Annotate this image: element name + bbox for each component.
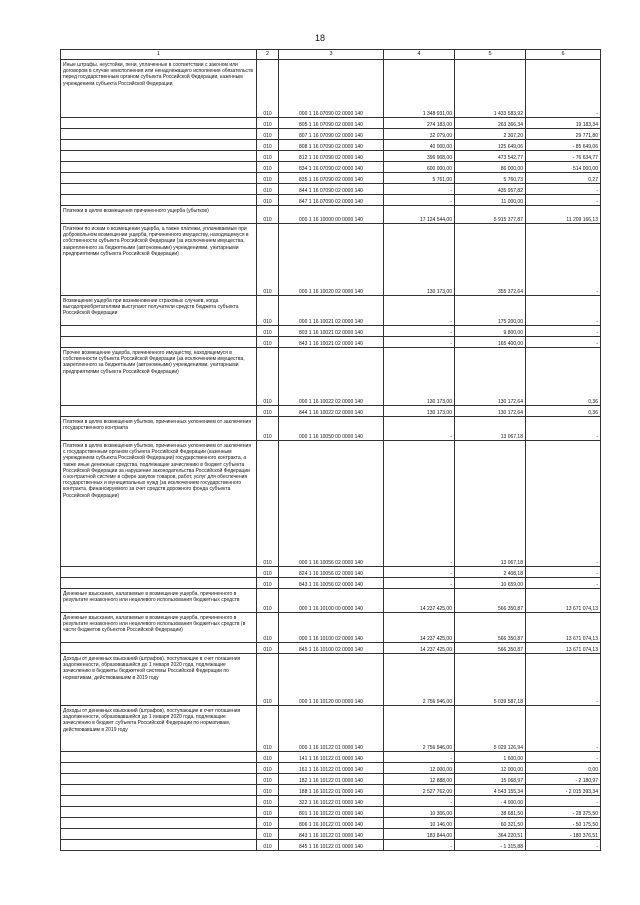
row-executed: 165 400,00: [455, 337, 526, 348]
row-line-code: 010: [257, 807, 279, 818]
row-executed: 175 200,00: [455, 296, 526, 326]
row-approved: 600 000,00: [384, 162, 455, 173]
column-header: 2: [257, 50, 279, 60]
row-line-code: 010: [257, 589, 279, 613]
row-approved: 2 756 946,00: [384, 706, 455, 752]
row-budget-code: 000 1 16 10021 02 0000 140: [279, 296, 384, 326]
row-line-code: 010: [257, 643, 279, 654]
row-name: [61, 752, 257, 763]
row-unexecuted: 13 671 074,13: [526, 613, 601, 643]
row-executed: 566 350,87: [455, 589, 526, 613]
row-unexecuted: -: [526, 337, 601, 348]
row-name: [61, 774, 257, 785]
row-unexecuted: - 85 649,06: [526, 140, 601, 151]
row-budget-code: 843 1 16 10122 01 0000 140: [279, 829, 384, 840]
row-executed: 566 350,87: [455, 613, 526, 643]
row-line-code: 010: [257, 774, 279, 785]
table-row: [61, 296, 601, 326]
row-name: Платежи по искам о возмещении ущерба, а также платежи, уплачиваемые при добровольном возмещении ущерба, причиненного имуществу, находящемуся в собственности субъекта Российской Федерации (за исключением имущества, закрепленного за бюджетными (автономными) учреждениями, унитарными предприятиями субъекта Российской Федерации): [61, 224, 257, 296]
table-row: [61, 151, 601, 162]
row-executed: 1 433 583,92: [455, 60, 526, 118]
row-budget-code: 803 1 16 10021 02 0000 140: [279, 326, 384, 337]
row-unexecuted: 0,36: [526, 348, 601, 406]
table-header-row: [61, 50, 601, 60]
row-line-code: 010: [257, 654, 279, 706]
row-executed: - 4 000,00: [455, 796, 526, 807]
row-line-code: 010: [257, 706, 279, 752]
row-approved: -: [384, 752, 455, 763]
row-name: Возмещение ущерба при возникновении страховых случаев, когда выгодоприобретателями выступают получатели средств бюджета субъекта Российской Федерации: [61, 296, 257, 326]
row-line-code: 010: [257, 406, 279, 417]
row-executed: 60 321,50: [455, 818, 526, 829]
row-approved: 14 237 425,00: [384, 613, 455, 643]
row-executed: 364 220,51: [455, 829, 526, 840]
row-unexecuted: - 2 015 393,34: [526, 785, 601, 796]
row-line-code: 010: [257, 348, 279, 406]
row-name: [61, 567, 257, 578]
row-unexecuted: - 76 634,77: [526, 151, 601, 162]
table-row: [61, 195, 601, 206]
row-line-code: 010: [257, 337, 279, 348]
table-row: [61, 348, 601, 406]
row-line-code: 010: [257, 151, 279, 162]
row-unexecuted: 29 771,80: [526, 129, 601, 140]
table-row: [61, 567, 601, 578]
row-line-code: 010: [257, 184, 279, 195]
row-unexecuted: -: [526, 224, 601, 296]
row-name: [61, 840, 257, 851]
table-row: [61, 118, 601, 129]
row-line-code: 010: [257, 140, 279, 151]
row-unexecuted: -: [526, 706, 601, 752]
row-budget-code: 843 1 16 10021 02 0000 140: [279, 337, 384, 348]
row-approved: 5 761,00: [384, 173, 455, 184]
row-unexecuted: -: [526, 441, 601, 567]
row-executed: 13 067,18: [455, 441, 526, 567]
row-unexecuted: -: [526, 195, 601, 206]
row-name: [61, 326, 257, 337]
row-budget-code: 843 1 16 10056 02 0000 140: [279, 578, 384, 589]
row-name: Платежи в целях возмещения убытков, причиненных уклонением от заключения государственного контракта: [61, 417, 257, 441]
revenue-table: [60, 49, 601, 851]
row-unexecuted: - 180 376,51: [526, 829, 601, 840]
row-budget-code: 806 1 16 10122 01 0000 140: [279, 818, 384, 829]
row-approved: -: [384, 441, 455, 567]
row-budget-code: 000 1 16 10100 00 0000 140: [279, 589, 384, 613]
row-unexecuted: - 2 180,97: [526, 774, 601, 785]
row-name: Денежные взыскания, налагаемые в возмещение ущерба, причиненного в результате незаконного или нецелевого использования бюджетных средств (в части бюджетов субъектов Российской Федерации): [61, 613, 257, 643]
table-row: [61, 406, 601, 417]
row-budget-code: 000 1 16 10020 02 0000 140: [279, 224, 384, 296]
table-row: [61, 774, 601, 785]
row-line-code: 010: [257, 173, 279, 184]
row-executed: 2 307,20: [455, 129, 526, 140]
row-executed: 473 542,77: [455, 151, 526, 162]
table-row: [61, 785, 601, 796]
row-line-code: 010: [257, 195, 279, 206]
row-executed: 5 029 126,94: [455, 706, 526, 752]
table-row: [61, 140, 601, 151]
row-executed: 15 068,97: [455, 774, 526, 785]
row-unexecuted: -: [526, 60, 601, 118]
row-line-code: 010: [257, 752, 279, 763]
row-executed: 2 408,18: [455, 567, 526, 578]
row-executed: 12 000,00: [455, 763, 526, 774]
row-name: [61, 818, 257, 829]
row-name: [61, 406, 257, 417]
row-line-code: 010: [257, 567, 279, 578]
row-budget-code: 141 1 16 10122 01 0000 140: [279, 752, 384, 763]
row-approved: -: [384, 840, 455, 851]
row-executed: 1 600,00: [455, 752, 526, 763]
row-line-code: 010: [257, 129, 279, 140]
row-unexecuted: -: [526, 296, 601, 326]
table-row: [61, 840, 601, 851]
row-name: [61, 151, 257, 162]
row-budget-code: 834 1 16 07090 02 0000 140: [279, 162, 384, 173]
column-header: 4: [384, 50, 455, 60]
row-approved: -: [384, 417, 455, 441]
row-name: [61, 578, 257, 589]
row-unexecuted: 0,00: [526, 763, 601, 774]
row-unexecuted: 0,27: [526, 173, 601, 184]
row-line-code: 010: [257, 118, 279, 129]
row-budget-code: 188 1 16 10122 01 0000 140: [279, 785, 384, 796]
row-approved: 274 183,00: [384, 118, 455, 129]
row-unexecuted: -: [526, 326, 601, 337]
row-line-code: 010: [257, 417, 279, 441]
row-line-code: 010: [257, 829, 279, 840]
table-row: [61, 829, 601, 840]
table-row: [61, 654, 601, 706]
table-row: [61, 578, 601, 589]
row-budget-code: 845 1 16 10122 01 0000 140: [279, 840, 384, 851]
row-executed: 4 543 155,34: [455, 785, 526, 796]
row-approved: -: [384, 796, 455, 807]
row-line-code: 010: [257, 763, 279, 774]
row-budget-code: 812 1 16 07090 02 0000 140: [279, 151, 384, 162]
table-row: [61, 173, 601, 184]
row-executed: 5 915 377,87: [455, 206, 526, 224]
table-row: [61, 417, 601, 441]
row-line-code: 010: [257, 206, 279, 224]
row-line-code: 010: [257, 296, 279, 326]
table-row: [61, 706, 601, 752]
row-approved: -: [384, 567, 455, 578]
row-name: Иные штрафы, неустойки, пени, уплаченные в соответствии с законом или договором в случае неисполнения или ненадлежащего исполнения обязательств перед государственным органом субъекта Российской Федерации, казенным учреждением субъекта Российской Федерации: [61, 60, 257, 118]
row-approved: -: [384, 195, 455, 206]
row-name: [61, 796, 257, 807]
row-budget-code: 000 1 16 10056 02 0000 140: [279, 441, 384, 567]
row-approved: 183 844,00: [384, 829, 455, 840]
row-unexecuted: -: [526, 796, 601, 807]
row-budget-code: 000 1 16 07090 02 0000 140: [279, 60, 384, 118]
table-row: [61, 589, 601, 613]
row-unexecuted: 514 000,00: [526, 162, 601, 173]
row-approved: 1 348 931,00: [384, 60, 455, 118]
row-approved: 32 079,00: [384, 129, 455, 140]
table-row: [61, 796, 601, 807]
row-budget-code: 801 1 16 10122 01 0000 140: [279, 807, 384, 818]
row-unexecuted: -: [526, 752, 601, 763]
page-number: 18: [314, 33, 325, 43]
row-budget-code: 807 1 16 07090 02 0000 140: [279, 129, 384, 140]
row-unexecuted: -: [526, 417, 601, 441]
row-budget-code: 000 1 16 10000 00 0000 140: [279, 206, 384, 224]
row-approved: -: [384, 337, 455, 348]
row-name: [61, 829, 257, 840]
row-executed: 130 172,64: [455, 348, 526, 406]
row-budget-code: 845 1 16 10100 02 0000 140: [279, 643, 384, 654]
row-approved: 130 173,00: [384, 348, 455, 406]
table-row: [61, 60, 601, 118]
table-row: [61, 643, 601, 654]
row-executed: 566 350,87: [455, 643, 526, 654]
column-header: 1: [61, 50, 257, 60]
row-line-code: 010: [257, 785, 279, 796]
row-executed: 10 659,00: [455, 578, 526, 589]
row-budget-code: 808 1 16 07090 02 0000 140: [279, 140, 384, 151]
table-row: [61, 162, 601, 173]
row-unexecuted: 11 209 166,13: [526, 206, 601, 224]
row-name: Прочее возмещение ущерба, причиненного имуществу, находящемуся в собственности субъекта Российской Федерации (за исключением имущества, закрепленного за бюджетными (автономными) учреждениями, унитарными предприятиями субъекта Российской Федерации): [61, 348, 257, 406]
row-approved: 14 237 425,00: [384, 643, 455, 654]
row-budget-code: 000 1 16 10022 02 0000 140: [279, 348, 384, 406]
row-name: Платежи в целях возмещения убытков, причиненных уклонением от заключения с государственным органом субъекта Российской Федерации (казенным учреждением субъекта Российской Федерации) государственного контракта, а также иные денежные средства, подлежащие зачислению в бюджет субъекта Российской Федерации за нарушение законодательства Российской Федерации о контрактной системе в сфере закупок товаров, работ, услуг для обеспечения государственных и муниципальных нужд (за исключением государственного контракта, финансируемого за счет средств дорожного фонда субъекта Российской Федерации): [61, 441, 257, 567]
row-executed: 13 067,18: [455, 417, 526, 441]
row-name: [61, 763, 257, 774]
row-name: [61, 195, 257, 206]
row-approved: 130 173,00: [384, 224, 455, 296]
row-name: [61, 337, 257, 348]
row-name: [61, 140, 257, 151]
row-budget-code: 000 1 16 10122 01 0000 140: [279, 706, 384, 752]
row-approved: 2 756 946,00: [384, 654, 455, 706]
row-executed: 125 649,06: [455, 140, 526, 151]
row-line-code: 010: [257, 796, 279, 807]
row-budget-code: 844 1 16 10022 02 0000 140: [279, 406, 384, 417]
row-unexecuted: -: [526, 840, 601, 851]
row-approved: -: [384, 578, 455, 589]
column-header: 3: [279, 50, 384, 60]
row-executed: 11 000,00: [455, 195, 526, 206]
row-name: Денежные взыскания, налагаемые в возмещение ущерба, причиненного в результате незаконного или нецелевого использования бюджетных средств: [61, 589, 257, 613]
row-line-code: 010: [257, 840, 279, 851]
row-unexecuted: -: [526, 578, 601, 589]
table-row: [61, 326, 601, 337]
column-header: 6: [526, 50, 601, 60]
row-line-code: 010: [257, 441, 279, 567]
row-approved: -: [384, 184, 455, 195]
row-unexecuted: -: [526, 654, 601, 706]
row-executed: 263 366,34: [455, 118, 526, 129]
row-approved: -: [384, 326, 455, 337]
row-approved: 10 146,00: [384, 818, 455, 829]
row-budget-code: 805 1 16 07090 02 0000 140: [279, 118, 384, 129]
row-unexecuted: 19 183,34: [526, 118, 601, 129]
row-name: [61, 643, 257, 654]
table-row: [61, 818, 601, 829]
table-row: [61, 441, 601, 567]
table-row: [61, 752, 601, 763]
row-budget-code: 161 1 16 10122 01 0000 140: [279, 763, 384, 774]
row-approved: 14 237 425,00: [384, 589, 455, 613]
row-name: [61, 118, 257, 129]
row-unexecuted: 13 671 074,13: [526, 589, 601, 613]
row-executed: 130 172,64: [455, 406, 526, 417]
row-executed: 355 372,64: [455, 224, 526, 296]
row-budget-code: 000 1 16 10050 00 0000 140: [279, 417, 384, 441]
table-row: [61, 337, 601, 348]
row-approved: 2 527 762,00: [384, 785, 455, 796]
row-name: Доходы от денежных взысканий (штрафов), поступающие в счет погашения задолженности, образовавшейся до 1 января 2020 года, подлежащие зачислению в бюджеты бюджетной системы Российской Федерации по нормативам, действовавшим в 2019 году: [61, 654, 257, 706]
table-row: [61, 184, 601, 195]
row-approved: 130 173,00: [384, 406, 455, 417]
table-row: [61, 129, 601, 140]
row-name: [61, 807, 257, 818]
column-header: 5: [455, 50, 526, 60]
row-line-code: 010: [257, 613, 279, 643]
row-approved: 40 000,00: [384, 140, 455, 151]
row-name: [61, 184, 257, 195]
table-row: [61, 763, 601, 774]
table-row: [61, 224, 601, 296]
row-line-code: 010: [257, 818, 279, 829]
row-budget-code: 322 1 16 10122 01 0000 140: [279, 796, 384, 807]
row-budget-code: 835 1 16 07090 02 0000 140: [279, 173, 384, 184]
row-approved: 17 124 544,00: [384, 206, 455, 224]
row-approved: 12 888,00: [384, 774, 455, 785]
row-executed: - 1 315,88: [455, 840, 526, 851]
row-unexecuted: -: [526, 184, 601, 195]
row-name: [61, 162, 257, 173]
row-executed: 5 760,73: [455, 173, 526, 184]
row-executed: 435 957,82: [455, 184, 526, 195]
row-line-code: 010: [257, 326, 279, 337]
table-row: [61, 807, 601, 818]
row-approved: 10 306,00: [384, 807, 455, 818]
row-approved: -: [384, 296, 455, 326]
row-name: Доходы от денежных взысканий (штрафов), поступающие в счет погашения задолженности, образовавшейся до 1 января 2020 года, подлежащие зачислению в бюджет субъекта Российской Федерации по нормативам, действовавшим в 2019 году: [61, 706, 257, 752]
row-executed: 5 039 587,18: [455, 654, 526, 706]
row-approved: 12 000,00: [384, 763, 455, 774]
row-name: [61, 129, 257, 140]
row-unexecuted: -: [526, 567, 601, 578]
table-row: [61, 613, 601, 643]
row-name: [61, 173, 257, 184]
row-unexecuted: 0,36: [526, 406, 601, 417]
row-budget-code: 000 1 16 10100 02 0000 140: [279, 613, 384, 643]
row-budget-code: 847 1 16 07090 02 0000 140: [279, 195, 384, 206]
row-budget-code: 000 1 16 10120 00 0000 140: [279, 654, 384, 706]
row-unexecuted: - 28 375,50: [526, 807, 601, 818]
row-name: [61, 785, 257, 796]
row-unexecuted: - 50 175,50: [526, 818, 601, 829]
row-unexecuted: 13 671 074,13: [526, 643, 601, 654]
row-budget-code: 182 1 16 10122 01 0000 140: [279, 774, 384, 785]
row-budget-code: 844 1 16 07090 02 0000 140: [279, 184, 384, 195]
row-line-code: 010: [257, 60, 279, 118]
row-line-code: 010: [257, 162, 279, 173]
row-name: Платежи в целях возмещения причиненного ущерба (убытков): [61, 206, 257, 224]
row-executed: 86 000,00: [455, 162, 526, 173]
row-executed: 38 681,50: [455, 807, 526, 818]
row-line-code: 010: [257, 578, 279, 589]
table-row: [61, 206, 601, 224]
row-executed: 9 800,00: [455, 326, 526, 337]
row-approved: 396 908,00: [384, 151, 455, 162]
row-budget-code: 824 1 16 10056 02 0000 140: [279, 567, 384, 578]
row-line-code: 010: [257, 224, 279, 296]
